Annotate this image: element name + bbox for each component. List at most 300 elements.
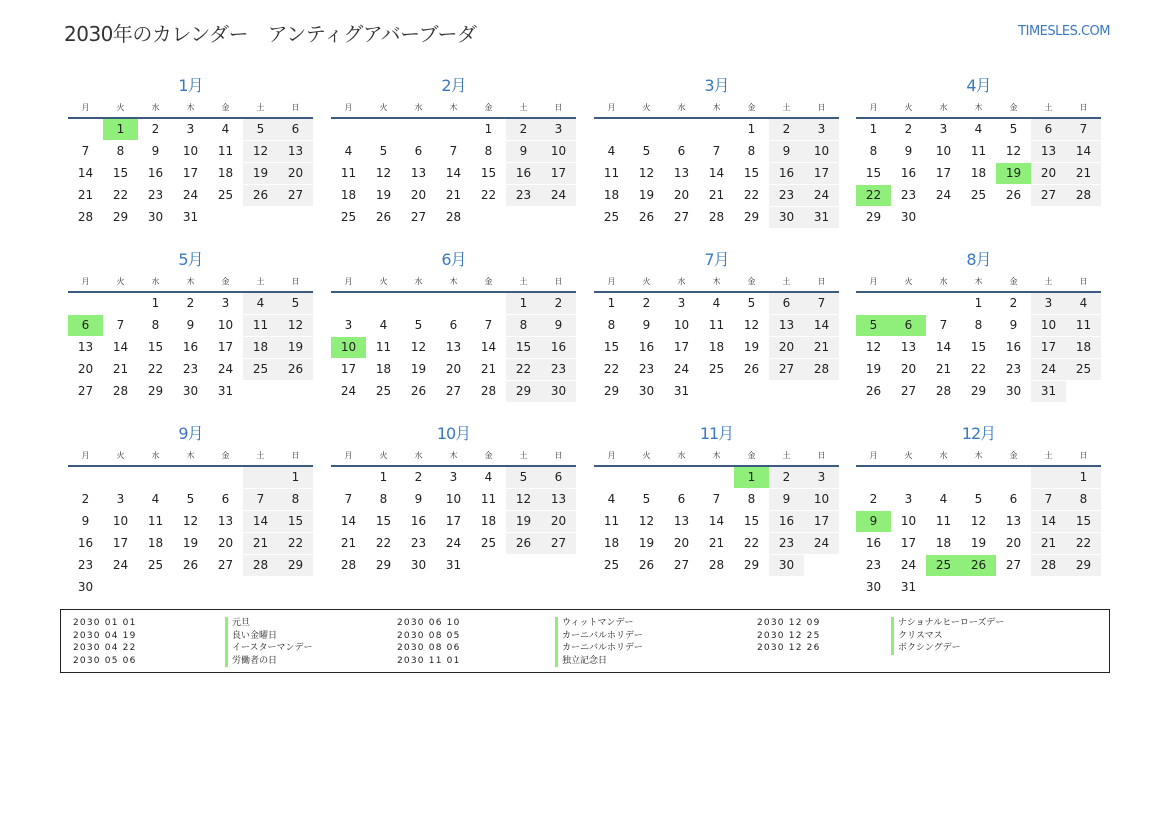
holiday-day-cell: 26 [961,555,996,576]
holiday-name: 良い金曜日 [225,630,277,643]
weekday-label: 木 [449,277,458,286]
day-cell: 18 [480,514,497,528]
empty-cell [278,577,313,598]
empty-cell [506,207,541,228]
holiday-date: 2030 05 06 [73,655,137,666]
day-cell: 26 [278,359,313,380]
weekday-label: 金 [484,451,493,460]
weekday-label: 土 [519,451,528,460]
holiday-column [73,617,313,667]
weekday-header [331,272,576,293]
day-cell: 9 [151,144,160,158]
day-cell: 20 [673,188,690,202]
day-cell: 11 [935,514,952,528]
weekday-label: 月 [81,451,90,460]
holiday-date: 2030 12 25 [757,630,821,641]
day-cell: 10 [1031,315,1066,336]
day-cell: 28 [243,555,278,576]
empty-cell [804,555,839,576]
day-cell: 30 [900,210,917,224]
week-row [68,577,313,599]
weekday-label: 水 [939,103,948,112]
day-cell: 14 [112,340,129,354]
holiday-entry [757,630,943,643]
empty-cell [891,467,926,488]
day-cell: 23 [147,188,164,202]
day-cell: 1 [484,122,493,136]
day-cell: 4 [379,318,388,332]
weekday-label: 金 [747,451,756,460]
empty-cell [331,119,366,140]
day-cell: 23 [769,185,804,206]
day-cell: 28 [445,210,462,224]
day-cell: 12 [638,166,655,180]
empty-cell [138,577,173,598]
day-cell: 15 [743,514,760,528]
day-cell: 24 [673,362,690,376]
day-cell: 7 [344,492,353,506]
day-cell: 14 [1066,141,1101,162]
weekday-label: 月 [607,103,616,112]
day-cell: 19 [865,362,882,376]
holiday-entry [397,655,608,668]
day-cell: 23 [541,359,576,380]
week-row [594,141,839,163]
week-row [594,511,839,533]
holiday-column [397,617,643,667]
weekday-label: 火 [642,277,651,286]
day-cell: 3 [939,122,948,136]
weekday-label: 水 [151,103,160,112]
weekday-label: 日 [554,103,563,112]
day-cell: 28 [1031,555,1066,576]
day-cell: 28 [935,384,952,398]
day-cell: 9 [541,315,576,336]
weekday-label: 月 [869,277,878,286]
weekday-label: 金 [221,277,230,286]
day-cell: 13 [410,166,427,180]
week-row [331,337,576,359]
weekday-label: 月 [344,277,353,286]
week-row [331,163,576,185]
week-row [331,381,576,403]
empty-cell [331,293,366,314]
day-cell: 11 [243,315,278,336]
day-cell: 19 [970,536,987,550]
empty-cell [208,467,243,488]
day-cell: 8 [747,492,756,506]
day-cell: 17 [804,511,839,532]
day-cell: 4 [344,144,353,158]
holiday-name: カーニバルホリデー [555,630,643,643]
site-link[interactable]: TIMESLES.COM [1018,24,1110,39]
day-cell: 4 [974,122,983,136]
day-cell: 4 [712,296,721,310]
day-cell: 6 [449,318,458,332]
weekday-label: 土 [256,277,265,286]
day-cell: 1 [506,293,541,314]
holiday-day-cell: 9 [856,511,891,532]
day-cell: 11 [480,492,497,506]
day-cell: 24 [804,185,839,206]
empty-cell [243,467,278,488]
week-row [68,533,313,555]
empty-cell [594,119,629,140]
holiday-date: 2030 12 09 [757,618,821,628]
day-cell: 15 [970,340,987,354]
day-cell: 18 [603,188,620,202]
empty-cell [664,119,699,140]
weekday-label: 火 [379,451,388,460]
day-cell: 4 [939,492,948,506]
month-title: 7月 [704,250,729,269]
empty-cell [278,381,313,402]
day-cell: 6 [1009,492,1018,506]
holiday-entry [397,617,634,630]
day-cell: 7 [1031,489,1066,510]
day-cell: 15 [147,340,164,354]
day-cell: 20 [278,163,313,184]
weekday-header [594,446,839,467]
day-cell: 13 [541,489,576,510]
holiday-name: ナショナルヒーローズデー [891,617,1004,630]
day-cell: 30 [865,580,882,594]
day-cell: 14 [935,340,952,354]
day-cell: 30 [769,555,804,576]
empty-cell [1066,381,1101,402]
day-cell: 28 [480,384,497,398]
day-cell: 7 [116,318,125,332]
day-cell: 13 [673,514,690,528]
day-cell: 24 [541,185,576,206]
day-cell: 14 [340,514,357,528]
day-cell: 8 [506,315,541,336]
day-cell: 18 [147,536,164,550]
week-row [594,489,839,511]
holiday-column [757,617,1005,655]
day-cell: 21 [243,533,278,554]
day-cell: 9 [414,492,423,506]
weekday-label: 日 [1079,451,1088,460]
day-cell: 19 [278,337,313,358]
day-cell: 16 [147,166,164,180]
empty-cell [664,467,699,488]
week-row [331,555,576,577]
day-cell: 3 [116,492,125,506]
empty-cell [243,577,278,598]
day-cell: 27 [1005,558,1022,572]
empty-cell [926,207,961,228]
empty-cell [541,207,576,228]
week-row [68,489,313,511]
day-cell: 16 [541,337,576,358]
week-row [594,119,839,141]
day-cell: 2 [642,296,651,310]
week-row [68,119,313,141]
holiday-name: イースターマンデー [225,642,313,655]
week-row [331,489,576,511]
day-cell: 29 [1066,555,1101,576]
weekday-label: 火 [116,103,125,112]
month-block [331,248,576,403]
empty-cell [138,467,173,488]
week-row [68,555,313,577]
day-cell: 18 [603,536,620,550]
month-block [68,74,313,229]
day-cell: 24 [804,533,839,554]
empty-cell [1066,577,1101,598]
day-cell: 21 [708,536,725,550]
weekday-label: 木 [712,277,721,286]
day-cell: 12 [243,141,278,162]
day-cell: 18 [1066,337,1101,358]
day-cell: 24 [900,558,917,572]
weekday-label: 土 [256,103,265,112]
day-cell: 27 [278,185,313,206]
day-cell: 27 [673,558,690,572]
day-cell: 7 [939,318,948,332]
weekday-label: 火 [379,277,388,286]
day-cell: 4 [484,470,493,484]
holiday-entry [73,642,313,655]
day-cell: 18 [340,188,357,202]
day-cell: 23 [410,536,427,550]
empty-cell [926,577,961,598]
weekday-label: 木 [974,103,983,112]
day-cell: 4 [607,492,616,506]
day-cell: 26 [865,384,882,398]
day-cell: 11 [970,144,987,158]
day-cell: 21 [935,362,952,376]
day-cell: 25 [340,210,357,224]
day-cell: 14 [445,166,462,180]
day-cell: 10 [112,514,129,528]
day-cell: 7 [804,293,839,314]
month-block [68,422,313,599]
day-cell: 29 [603,384,620,398]
week-row [68,337,313,359]
day-cell: 7 [712,492,721,506]
day-cell: 2 [769,119,804,140]
weekday-label: 水 [939,277,948,286]
day-cell: 21 [340,536,357,550]
empty-cell [961,207,996,228]
weekday-label: 日 [554,451,563,460]
day-cell: 14 [804,315,839,336]
weekday-header [594,272,839,293]
day-cell: 11 [603,166,620,180]
weekday-label: 水 [677,277,686,286]
week-row [594,533,839,555]
day-cell: 12 [743,318,760,332]
day-cell: 7 [449,144,458,158]
day-cell: 13 [1005,514,1022,528]
empty-cell [926,467,961,488]
month-title: 6月 [441,250,466,269]
day-cell: 30 [182,384,199,398]
weekday-label: 火 [642,451,651,460]
month-title: 12月 [961,424,996,443]
month-block [856,248,1101,403]
weekday-label: 土 [1044,277,1053,286]
weekday-label: 土 [782,103,791,112]
day-cell: 21 [804,337,839,358]
weekday-label: 月 [869,451,878,460]
week-row [68,293,313,315]
month-title: 5月 [178,250,203,269]
weekday-header [856,446,1101,467]
day-cell: 5 [1009,122,1018,136]
month-title: 1月 [178,76,203,95]
week-row [331,511,576,533]
day-cell: 4 [243,293,278,314]
day-cell: 9 [506,141,541,162]
day-cell: 10 [217,318,234,332]
month-title: 10月 [436,424,471,443]
day-cell: 14 [77,166,94,180]
holiday-date: 2030 08 05 [397,630,461,641]
weekday-label: 火 [904,451,913,460]
weekday-label: 月 [81,103,90,112]
day-cell: 28 [708,210,725,224]
day-cell: 29 [375,558,392,572]
week-row [856,293,1101,315]
day-cell: 22 [112,188,129,202]
day-cell: 8 [974,318,983,332]
empty-cell [68,119,103,140]
month-title: 11月 [699,424,734,443]
weekday-label: 日 [1079,277,1088,286]
day-cell: 20 [445,362,462,376]
day-cell: 8 [1066,489,1101,510]
day-cell: 1 [747,122,756,136]
day-cell: 26 [638,210,655,224]
day-cell: 26 [243,185,278,206]
weekday-label: 木 [186,451,195,460]
day-cell: 24 [1031,359,1066,380]
weekday-label: 日 [817,451,826,460]
day-cell: 23 [1005,362,1022,376]
day-cell: 21 [112,362,129,376]
day-cell: 26 [743,362,760,376]
day-cell: 8 [151,318,160,332]
day-cell: 30 [147,210,164,224]
day-cell: 2 [1009,296,1018,310]
weekday-header [594,98,839,119]
day-cell: 8 [747,144,756,158]
day-cell: 15 [865,166,882,180]
day-cell: 15 [480,166,497,180]
day-cell: 17 [445,514,462,528]
empty-cell [331,467,366,488]
day-cell: 21 [480,362,497,376]
month-block [594,422,839,577]
day-cell: 11 [708,318,725,332]
day-cell: 1 [974,296,983,310]
day-cell: 22 [603,362,620,376]
day-cell: 13 [445,340,462,354]
weekday-label: 月 [344,103,353,112]
day-cell: 17 [112,536,129,550]
week-row [856,315,1101,337]
day-cell: 12 [278,315,313,336]
weekday-label: 月 [869,103,878,112]
weekday-label: 日 [817,103,826,112]
weekday-header [331,98,576,119]
weekday-label: 木 [974,277,983,286]
week-row [594,207,839,229]
week-row [68,359,313,381]
weekday-label: 木 [186,277,195,286]
weekday-label: 木 [712,451,721,460]
day-cell: 22 [1066,533,1101,554]
weekday-label: 土 [519,277,528,286]
day-cell: 30 [541,381,576,402]
day-cell: 29 [112,210,129,224]
empty-cell [173,577,208,598]
holiday-date: 2030 12 26 [757,643,821,653]
day-cell: 18 [243,337,278,358]
day-cell: 14 [1031,511,1066,532]
day-cell: 12 [865,340,882,354]
day-cell: 16 [769,163,804,184]
week-row [856,207,1101,229]
day-cell: 31 [217,384,234,398]
week-row [331,315,576,337]
day-cell: 19 [375,188,392,202]
day-cell: 18 [708,340,725,354]
month-block [594,74,839,229]
weekday-label: 木 [449,103,458,112]
day-cell: 14 [708,166,725,180]
holiday-day-cell: 25 [926,555,961,576]
day-cell: 3 [186,122,195,136]
day-cell: 15 [743,166,760,180]
day-cell: 28 [804,359,839,380]
holiday-date: 2030 04 22 [73,643,137,653]
day-cell: 15 [506,337,541,358]
day-cell: 5 [243,119,278,140]
day-cell: 6 [221,492,230,506]
weekday-label: 日 [1079,103,1088,112]
week-row [331,141,576,163]
day-cell: 20 [77,362,94,376]
day-cell: 25 [708,362,725,376]
day-cell: 21 [77,188,94,202]
empty-cell [1031,207,1066,228]
holiday-date: 2030 06 10 [397,618,461,628]
day-cell: 27 [900,384,917,398]
weekday-label: 金 [1009,451,1018,460]
day-cell: 1 [1066,467,1101,488]
weekday-label: 月 [344,451,353,460]
day-cell: 28 [77,210,94,224]
day-cell: 9 [769,141,804,162]
day-cell: 13 [900,340,917,354]
holiday-name: カーニバルホリデー [555,642,643,655]
empty-cell [541,555,576,576]
day-cell: 10 [935,144,952,158]
day-cell: 19 [243,163,278,184]
month-title: 3月 [704,76,729,95]
day-cell: 15 [375,514,392,528]
day-cell: 17 [1031,337,1066,358]
holiday-entry [397,642,643,655]
weekday-label: 水 [151,451,160,460]
week-row [856,533,1101,555]
day-cell: 2 [541,293,576,314]
week-row [856,381,1101,403]
